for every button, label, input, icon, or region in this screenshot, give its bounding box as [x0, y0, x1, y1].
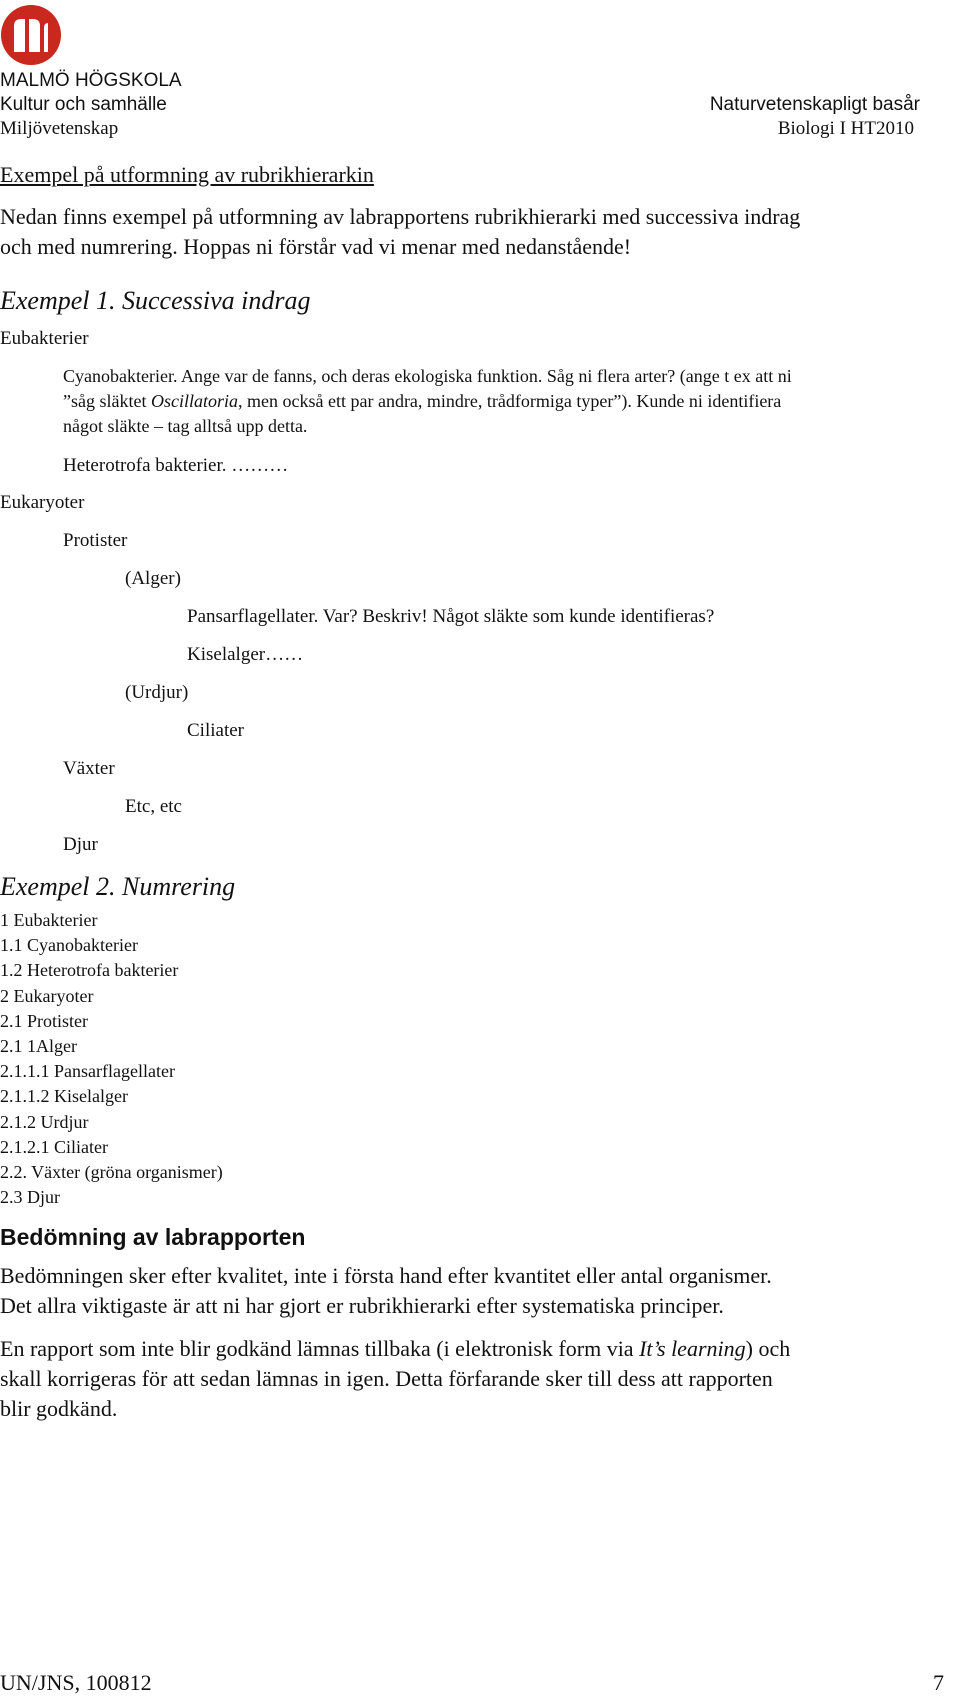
- cyano-line-2: [63, 391, 781, 412]
- its-learning-name: It’s learning: [639, 1336, 746, 1361]
- numbered-heading-item: 1.1 Cyanobakterier: [0, 935, 138, 956]
- course-term: Biologi I HT2010: [777, 118, 914, 139]
- heading-eukaryoter: Eukaryoter: [0, 492, 85, 513]
- numbered-heading-item: 2.1 Protister: [0, 1010, 88, 1031]
- faculty-name: Kultur och samhälle: [0, 94, 167, 115]
- school-name: MALMÖ HÖGSKOLA: [0, 70, 182, 91]
- assessment-p1-line-2: Det allra viktigaste är att ni har gjort er rubrikhierarki efter systematiska principer.: [0, 1293, 724, 1318]
- cyano-line-2a: ”såg släktet: [63, 391, 151, 411]
- assessment-p2-line-3: blir godkänd.: [0, 1396, 118, 1421]
- heading-protister: Protister: [63, 530, 128, 551]
- heading-ciliater: Ciliater: [187, 720, 244, 741]
- cyano-line-1: Cyanobakterier. Ange var de fanns, och deras ekologiska funktion. Såg ni flera arter? (ange t ex att ni: [63, 366, 792, 386]
- genus-oscillatoria: Oscillatoria: [150, 391, 238, 411]
- assessment-p2-line-2: skall korrigeras för att sedan lämnas in igen. Detta förfarande sker till dess att rapporten: [0, 1366, 773, 1391]
- numbered-heading-item: 2.1 1Alger: [0, 1036, 77, 1056]
- heading-pansarflagellater: Pansarflagellater. Var? Beskriv! Något släkte som kunde identifieras?: [187, 606, 715, 627]
- numbered-heading-item: 2.1.1.2 Kiselalger: [0, 1086, 128, 1107]
- section-title: Exempel på utformning av rubrikhierarkin: [0, 162, 374, 187]
- example-2-heading: Exempel 2. Numrering: [0, 872, 236, 901]
- malmo-hogskola-logo: [0, 4, 62, 66]
- assessment-heading: Bedömning av labrapporten: [0, 1224, 306, 1250]
- heading-etc: Etc, etc: [125, 796, 182, 817]
- assessment-p2-line-1b: ) och: [745, 1336, 791, 1361]
- heading-vaxter: Växter: [63, 758, 115, 779]
- footer-author-date: UN/JNS, 100812: [0, 1670, 152, 1695]
- assessment-p1-line-1: Bedömningen sker efter kvalitet, inte i första hand efter kvantitet eller antal organismer.: [0, 1263, 772, 1288]
- page-number: 7: [933, 1670, 944, 1695]
- numbered-heading-item: 2.1.2 Urdjur: [0, 1111, 89, 1132]
- heading-alger: (Alger): [125, 568, 181, 589]
- assessment-p2-line-1: [0, 1336, 790, 1362]
- numbered-heading-item: 2 Eukaryoter: [0, 985, 94, 1006]
- intro-line-2: och med numrering. Hoppas ni förstår vad vi menar med nedanstående!: [0, 234, 632, 259]
- intro-line-1: Nedan finns exempel på utformning av labrapportens rubrikhierarki med successiva indrag: [0, 204, 801, 229]
- cyano-line-3: något släkte – tag alltså upp detta.: [63, 416, 308, 436]
- numbered-heading-item: 2.1.1.1 Pansarflagellater: [0, 1061, 175, 1082]
- assessment-p2-line-1a: En rapport som inte blir godkänd lämnas tillbaka (i elektronisk form via: [0, 1336, 640, 1361]
- department-name: Miljövetenskap: [0, 118, 119, 139]
- numbered-heading-item: 2.1.2.1 Ciliater: [0, 1136, 108, 1157]
- cyano-line-2b: , men också ett par andra, mindre, trådformiga typer”). Kunde ni identifiera: [238, 391, 782, 411]
- numbered-heading-item: 2.3 Djur: [0, 1187, 60, 1208]
- course-name: Naturvetenskapligt basår: [709, 94, 920, 115]
- heading-eubakterier: Eubakterier: [0, 328, 89, 349]
- numbered-heading-item: 1 Eubakterier: [0, 910, 98, 930]
- numbered-heading-item: 2.2. Växter (gröna organismer): [0, 1162, 223, 1182]
- numbered-heading-item: 1.2 Heterotrofa bakterier: [0, 960, 179, 981]
- heading-kiselalger: Kiselalger……: [187, 644, 304, 665]
- heading-urdjur: (Urdjur): [125, 682, 189, 703]
- heading-heterotrofa: Heterotrofa bakterier. ………: [63, 455, 289, 476]
- heading-djur: Djur: [63, 834, 98, 855]
- example-1-heading: Exempel 1. Successiva indrag: [0, 286, 311, 315]
